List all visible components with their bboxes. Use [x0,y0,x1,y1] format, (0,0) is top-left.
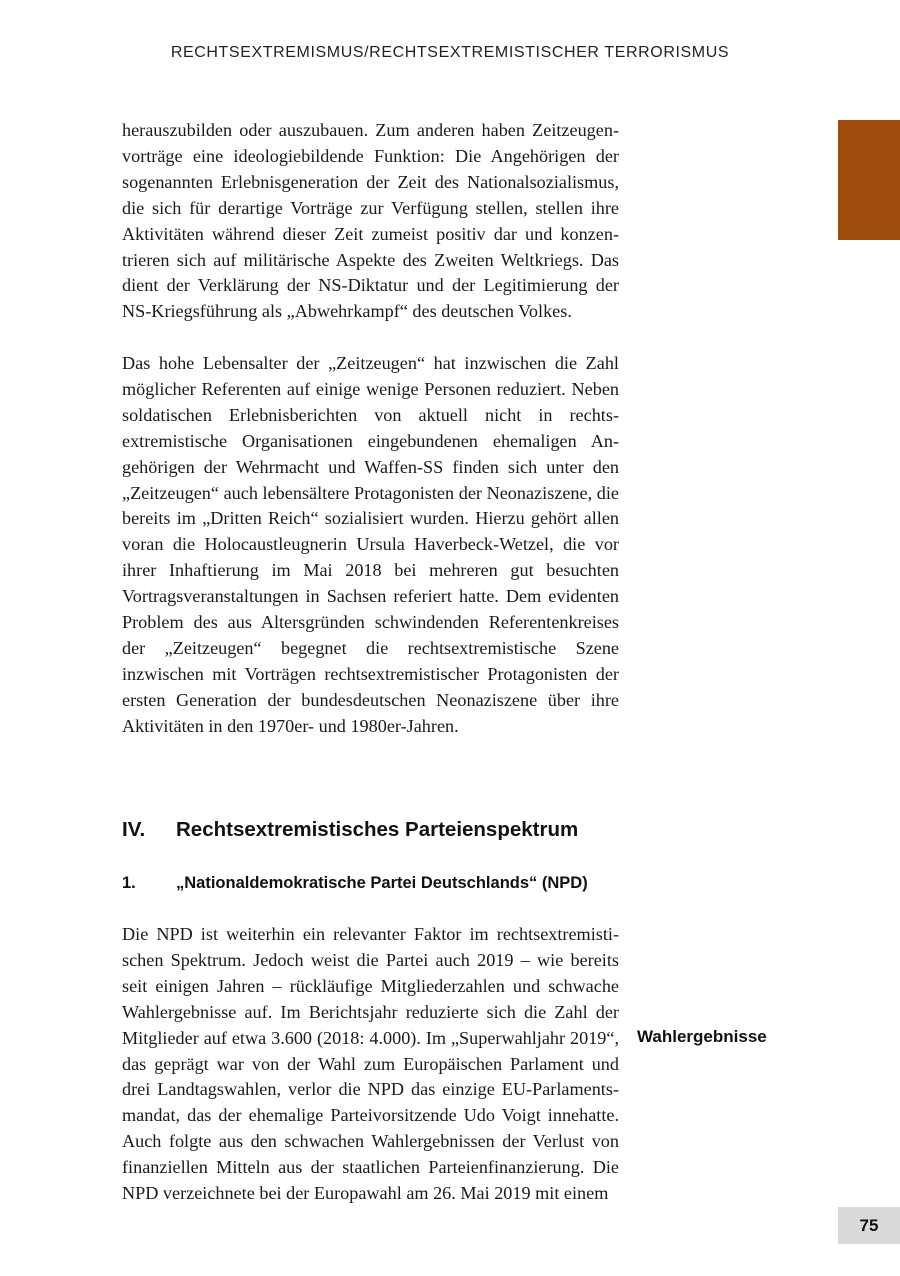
subsection-heading [122,874,588,893]
section-number: IV. [122,818,146,841]
body-paragraph-2: Das hohe Lebensalter der „Zeitzeugen“ hat inzwischen die Zahl möglicher Referenten auf einige wenige Personen reduziert. Neben soldatischen Erlebnisberichten von aktuell nicht in rechtsextremistische Organisationen eingebundenen ehemaligen Angehörigen der Wehrmacht und Waffen-SS finden sich unter den „Zeitzeugen“ auch lebensältere Protagonisten der Neonaziszene, die bereits im „Dritten Reich“ sozialisiert wurden. Hierzu gehört allen voran die Holocaustleugnerin Ursula Haverbeck-Wetzel, die vor ihrer Inhaftierung im Mai 2018 bei mehreren gut besuchten Vortragsveranstaltungen in Sachsen referiert hatte. Dem evidenten Problem des aus Altersgründen schwindenden Referentenkreises der „Zeitzeugen“ begegnet die rechtsextremistische Szene inzwischen mit Vorträgen rechtsextremistischer Protagonisten der ersten Generation der bundesdeutschen Neonaziszene über ihre Aktivitäten in den 1970er- und 1980er-Jahren. [122,353,619,736]
body-paragraph-1: herauszubilden oder auszubauen. Zum anderen haben Zeitzeugenvorträge eine ideologiebildende Funktion: Die Angehörigen der sogenannten Erlebnisgeneration der Zeit des Nationalsozialismus, die sich für derartige Vorträge zur Verfügung stellen, stellen ihre Aktivitäten während dieser Zeit zumeist positiv dar und konzentrieren sich auf militärische Aspekte des Zweiten Weltkriegs. Das dient der Verklärung der NS-Diktatur und der Legitimierung der NS-Kriegsführung als „Abwehrkampf“ des deutschen Volkes. [122,120,619,322]
section-heading [122,818,578,842]
section-title: Rechtsextremistisches Parteienspektrum [176,818,579,841]
running-header: RECHTSEXTREMISMUS/RECHTSEXTREMISTISCHER TERRORISMUS [170,44,730,61]
margin-note: Wahlergebnisse [637,1027,767,1046]
body-paragraph-3: Die NPD ist weiterhin ein relevanter Faktor im rechtsextremistischen Spektrum. Jedoch weist die Partei auch 2019 – wie bereits seit einigen Jahren – rückläufige Mitgliederzahlen und schwache Wahlergebnisse auf. Im Berichtsjahr reduzierte sich die Zahl der Mitglieder auf etwa 3.600 (2018: 4.000). Im „Superwahljahr 2019“, das geprägt war von der Wahl zum Europäischen Parlament und drei Landtagswahlen, verlor die NPD das einzige EU-Parlamentsmandat, das der ehemalige Parteivorsitzende Udo Voigt innehatte. Auch folgte aus den schwachen Wahlergebnissen der Verlust von finanziellen Mitteln aus der staatlichen Parteienfinanzierung. Die NPD verzeichnete bei der Europawahl am 26. Mai 2019 mit einem [122,924,619,1204]
subsection-number: 1. [122,874,136,892]
page-number: 75 [838,1207,900,1244]
subsection-title: „Nationaldemokratische Partei Deutschlands“ (NPD) [176,874,588,892]
chapter-tab-marker [838,120,900,240]
